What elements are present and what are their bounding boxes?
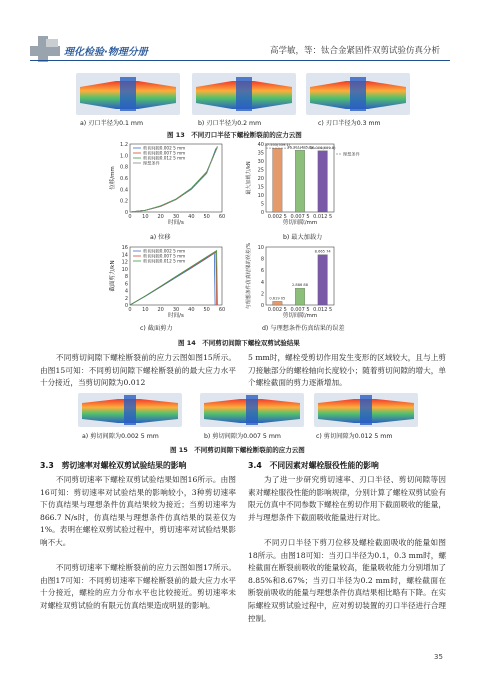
x-tick-label: 0.007 5 — [290, 214, 310, 220]
x-tick-label: 0.007 5 — [290, 307, 310, 313]
bar-value-label: 37.555(559.1) — [264, 143, 291, 148]
y-tick-label: 1.0 — [120, 153, 128, 160]
y-tick-label: 30 — [257, 159, 264, 165]
y-tick-label: 10 — [257, 193, 264, 199]
x-tick-label: 50 — [203, 307, 210, 313]
y-tick-label: 14 — [121, 252, 128, 259]
x-tick-label: 0.012 5 — [313, 307, 333, 313]
fig15-label-a: a) 剪切间隙为0.002 5 mm — [82, 433, 159, 440]
fig13-image-a — [76, 73, 180, 115]
y-tick-label: 0 — [260, 303, 264, 309]
fig13-image-b — [192, 73, 296, 115]
bar-value-label: 0.619 05 — [269, 296, 286, 301]
y-tick-label: 0.6 — [120, 176, 128, 182]
fig14-caption: 图 14 不同剪切间隙下螺栓双剪试验结果 — [178, 339, 300, 347]
y-tick-label: 25 — [257, 167, 264, 174]
y-tick-label: 0.2 — [120, 198, 128, 205]
legend-entry: 剪切间隙0.012 5 mm — [143, 155, 186, 161]
y-tick-label: 2 — [124, 295, 128, 302]
section-3-3-title: 3.3 剪切速率对螺栓双剪试验结果的影响 — [40, 461, 187, 470]
bar — [318, 151, 328, 212]
bar — [295, 150, 305, 212]
y-tick-label: 20 — [257, 176, 264, 182]
fig15-label-b: b) 剪切间隙为0.007 5 mm — [204, 433, 281, 440]
fig13-label-b: b) 刃口半径为0.2 mm — [198, 120, 262, 127]
fig15-label-c: c) 剪切间隙为0.012 5 mm — [316, 433, 393, 440]
legend-entry: 剪切间隙0.012 5 mm — [143, 258, 186, 264]
y-tick-label: 16 — [121, 245, 128, 251]
y-axis-label: 最大加载力/kN — [246, 161, 252, 195]
x-tick-label: 0.012 5 — [313, 214, 333, 220]
x-tick-label: 20 — [157, 307, 164, 313]
x-tick-label: 50 — [203, 214, 210, 220]
fig15-image-b — [200, 393, 304, 427]
y-tick-label: 0.8 — [120, 164, 128, 171]
y-tick-label: 5 — [260, 201, 264, 208]
fig14-chart-b — [244, 140, 368, 232]
fig14-chart-d — [244, 243, 368, 323]
y-tick-label: 40 — [257, 142, 264, 148]
y-tick-label: 15 — [257, 184, 264, 191]
page-number: 35 — [434, 653, 443, 661]
y-tick-label: 4 — [124, 288, 128, 295]
x-tick-label: 0.002 5 — [267, 214, 287, 220]
x-tick-label: 40 — [188, 214, 195, 220]
x-tick-label: 60 — [218, 214, 226, 220]
y-tick-label: 35 — [257, 150, 264, 157]
y-tick-label: 0 — [124, 303, 128, 309]
bar — [273, 301, 283, 305]
y-tick-label: 2 — [260, 291, 264, 298]
header-rule — [30, 60, 450, 61]
x-tick-label: 0.002 5 — [267, 307, 287, 313]
fig13-image-c — [306, 73, 410, 115]
y-tick-label: 10 — [121, 266, 128, 273]
fig13-label-c: c) 刃口半径为0.3 mm — [318, 120, 381, 127]
bar-value-label: 36.301(485.8) — [287, 145, 313, 150]
y-tick-label: 12 — [121, 259, 128, 266]
fig14-label-d: d) 与理想条件仿真结果的误差 — [262, 325, 345, 332]
journal-logo-icon — [30, 36, 62, 62]
y-tick-label: 6 — [124, 281, 128, 288]
y-axis-label: 与理想条件仿真结果的误差/% — [246, 243, 252, 310]
fig13-label-a: a) 刃口半径为0.1 mm — [80, 120, 143, 127]
x-tick-label: 0 — [128, 307, 132, 313]
y-tick-label: 6 — [260, 268, 264, 275]
y-axis-label: 位移/mm — [110, 166, 116, 190]
legend-entry: 剪切间隙0.002 5 mm — [143, 248, 186, 254]
body-left-top: 不同剪切间隙下螺栓断裂前的应力云图如图15所示。由图15可知：不同剪切间隙下螺栓断裂前的最大应力水平十分接近，当剪切间隙为0.012 — [40, 353, 236, 388]
section-3-4-para-1: 为了进一步研究剪切速率、刃口半径、剪切间隙等因素对螺栓服役性能的影响规律，分别计算了螺栓双剪试验有限元仿真中不同参数下螺栓在剪切作用下截面吸收的能量，并与理想条件下截面吸收能量进行对比。 — [248, 475, 446, 522]
y-tick-label: 4 — [260, 279, 264, 286]
y-tick-label: 0.4 — [120, 187, 128, 194]
section-3-4-title: 3.4 不同因素对螺栓服役性能的影响 — [248, 461, 379, 470]
x-axis-label: 剪切间隙/mm — [282, 220, 318, 226]
fig14-chart-c — [108, 243, 228, 323]
legend-entry: 剪切间隙0.002 5 mm — [143, 145, 186, 151]
running-title: 高学敏，等：钛合金紧固件双剪试验仿真分析 — [270, 46, 441, 56]
fig14-label-a: a) 位移 — [150, 234, 171, 241]
y-axis-label: 截面剪力/kN — [110, 260, 116, 292]
legend-entry: 理想条件 — [343, 151, 360, 157]
section-3-3-para-2: 不同剪切速率下螺栓断裂前的应力云图如图17所示。由图17可知：不同剪切速率下螺栓断裂前的最大应力水平十分接近，螺栓的应力分布水平也比较接近。剪切速率未对螺栓双剪试验的有限元仿真结果造成明显的影响。 — [40, 563, 236, 610]
bar-value-label: 8.665 74 — [314, 249, 331, 254]
x-tick-label: 30 — [172, 214, 180, 220]
fig15-caption: 图 15 不同剪切间隙下螺栓断裂前的应力云图 — [170, 446, 305, 454]
y-tick-label: 8 — [260, 256, 264, 263]
x-tick-label: 10 — [142, 214, 149, 220]
legend-entry: 剪切间隙0.007 5 mm — [143, 150, 186, 156]
fig14-label-b: b) 最大加载力 — [283, 234, 323, 241]
fig15-image-c — [314, 393, 418, 427]
x-tick-label: 10 — [142, 307, 149, 313]
x-tick-label: 30 — [172, 307, 180, 313]
x-tick-label: 20 — [157, 214, 164, 220]
legend-entry: 理想条件 — [143, 160, 160, 166]
y-tick-label: 8 — [124, 274, 128, 280]
fig14-chart-a — [108, 140, 228, 232]
body-right-top: 5 mm时，螺栓受剪切作用发生变形的区域较大，且与上剪刀接触部分的螺栓轴向长度较小；随着剪切间隙的增大，单个螺栓截面的剪力逐渐增加。 — [248, 353, 446, 388]
legend-entry: 剪切间隙0.007 5 mm — [143, 253, 186, 259]
section-3-4-para-2: 不同刃口半径下剪刀位移及螺栓截面吸收的能量如图18所示。由图18可知：当刃口半径为0.1，0.3 mm时，螺栓截面在断裂前吸收的能量较高，能量吸收能力分别增加了8.85%和8.67%；当刃口半径为0.2 mm时，螺栓截面在断裂前吸收的能量与理想条件仿真结果相比略有下降。在实际螺栓双剪试验过程中，应对剪切装置的刃口半径进行合理控制。 — [248, 538, 446, 623]
x-axis-label: 时间/s — [168, 220, 184, 226]
x-tick-label: 60 — [218, 307, 226, 313]
y-tick-label: 0 — [260, 210, 264, 216]
y-tick-label: 10 — [257, 245, 264, 251]
section-3-3-para-1: 不同剪切速率下螺栓双剪试验结果如图16所示。由图16可知：剪切速率对试验结果的影响较小，3种剪切速率下仿真结果与理想条件仿真结果较为接近；当剪切速率为866.7 N/s时，仿真结果与理想条件仿真结果的误差仅为1%。表明在螺栓双剪试验过程中，剪切速率对试验结果影响不大。 — [40, 475, 236, 547]
fig13-caption: 图 13 不同刃口半径下螺栓断裂前的应力云图 — [167, 131, 302, 139]
y-tick-label: 0 — [124, 210, 128, 216]
fig14-label-c: c) 截面剪力 — [140, 325, 173, 332]
fig15-image-a — [78, 393, 182, 427]
x-axis-label: 剪切间隙/mm — [282, 313, 318, 319]
x-tick-label: 40 — [188, 307, 195, 313]
bar — [273, 148, 283, 212]
y-tick-label: 1.2 — [120, 142, 128, 148]
x-axis-label: 时间/s — [168, 313, 184, 319]
bar-value-label: 2.886 88 — [291, 283, 309, 288]
bar — [295, 288, 305, 305]
bar — [318, 255, 328, 305]
x-tick-label: 0 — [128, 214, 132, 220]
bar-value-label: 36.006(699.9) — [309, 145, 336, 150]
journal-brand: 理化检验·物理分册 — [64, 47, 148, 58]
